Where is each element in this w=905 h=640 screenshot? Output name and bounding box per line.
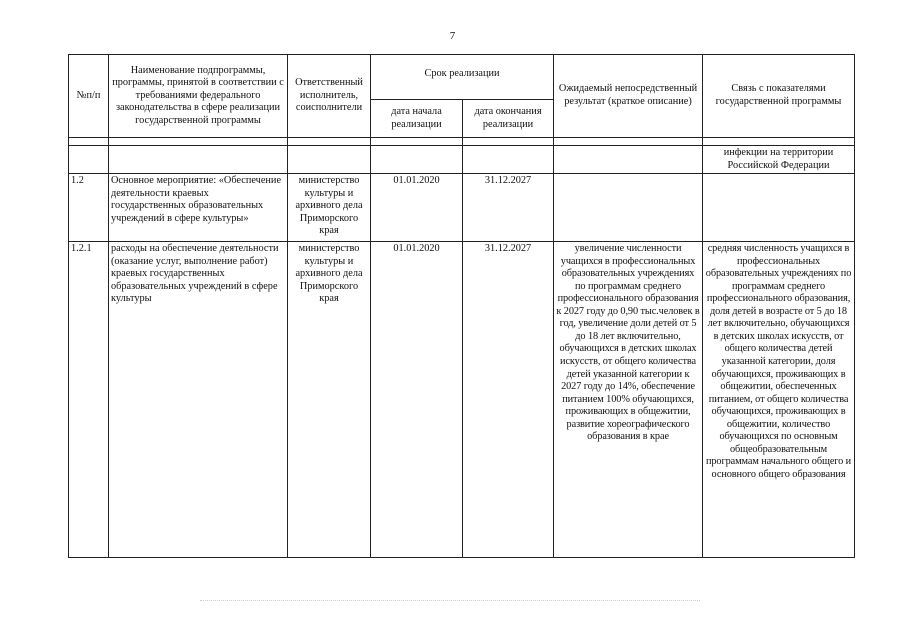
row-start bbox=[371, 146, 463, 174]
row-name: расходы на обеспечение деятельности (оказание услуг, выполнение работ) краевых государственных образовательных учреждений в сфере культуры bbox=[109, 242, 288, 558]
row-num: 1.2.1 bbox=[69, 242, 109, 558]
table-row bbox=[69, 146, 855, 174]
header-period: Срок реализации bbox=[371, 55, 554, 100]
row-result: увеличение численности учащихся в профессиональных образовательных учреждениях по программам среднего профессионального образования к 2027 году до 0,90 тыс.человек в год, увеличение доли детей от 5 до 18 лет включительно, обучающихся в детских школах искусств, от общего количества детей указанной категории к 2027 году до 14%, обеспечение питанием 100% обучающихся, проживающих в общежитии, развитие хореографического образования в крае bbox=[554, 242, 703, 558]
header-result: Ожидаемый непосредственный результат (краткое описание) bbox=[554, 55, 703, 138]
row-start: 01.01.2020 bbox=[371, 242, 463, 558]
page-number: 7 bbox=[449, 30, 456, 42]
row-responsible bbox=[288, 146, 371, 174]
header-end: дата окончания реализации bbox=[463, 100, 554, 138]
row-link: инфекции на территории Российской Федерации bbox=[703, 146, 855, 174]
program-table bbox=[68, 54, 855, 558]
row-end bbox=[463, 146, 554, 174]
header-name: Наименование подпрограммы, программы, принятой в соответствии с требованиями федерального законодательства в сфере реализации государственной программы bbox=[109, 55, 288, 138]
row-end: 31.12.2027 bbox=[463, 174, 554, 242]
row-name bbox=[109, 146, 288, 174]
table-row bbox=[69, 174, 855, 242]
row-end: 31.12.2027 bbox=[463, 242, 554, 558]
header-row-1 bbox=[69, 55, 855, 100]
row-name: Основное мероприятие: «Обеспечение деятельности краевых государственных образовательных учреждений в сфере культуры» bbox=[109, 174, 288, 242]
header-start: дата начала реализации bbox=[371, 100, 463, 138]
scan-noise bbox=[200, 600, 700, 602]
row-result bbox=[554, 146, 703, 174]
row-responsible: министерство культуры и архивного дела Приморского края bbox=[288, 174, 371, 242]
row-responsible: министерство культуры и архивного дела Приморского края bbox=[288, 242, 371, 558]
row-link bbox=[703, 174, 855, 242]
row-num: 1.2 bbox=[69, 174, 109, 242]
header-num: №п/п bbox=[69, 55, 109, 138]
spacer-row bbox=[69, 138, 855, 146]
row-result bbox=[554, 174, 703, 242]
header-link: Связь с показателями государственной программы bbox=[703, 55, 855, 138]
header-responsible: Ответственный исполнитель, соисполнители bbox=[288, 55, 371, 138]
row-start: 01.01.2020 bbox=[371, 174, 463, 242]
table-row bbox=[69, 242, 855, 558]
row-num bbox=[69, 146, 109, 174]
row-link: средняя численность учащихся в профессиональных образовательных учреждениях по программам среднего профессионального образования, доля детей в возрасте от 5 до 18 лет включительно, обучающихся в детских школах искусств, от общего количества детей указанной категории, доля обучающихся, проживающих в общежитии, обеспеченных питанием, от общего количества обучающихся, проживающих в общежитии, количество обучающихся по основным общеобразовательным программам начального общего и основного общего образования bbox=[703, 242, 855, 558]
